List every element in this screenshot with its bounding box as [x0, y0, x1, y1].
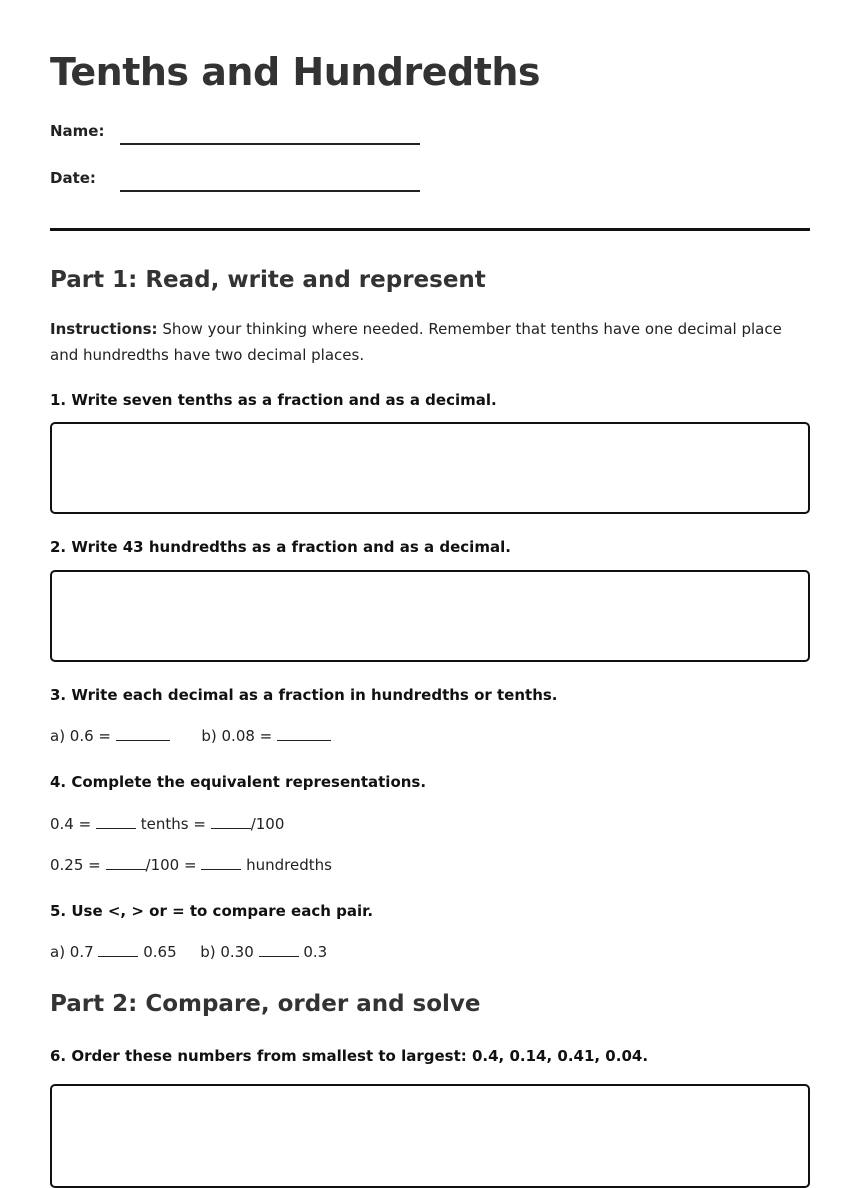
- q4-line2-blank-2[interactable]: [201, 857, 241, 870]
- question-4-line-2: [50, 856, 332, 874]
- q4-line1-end: /100: [250, 815, 285, 833]
- header-divider: [50, 228, 810, 231]
- question-2: 2. Write 43 hundredths as a fraction and as a decimal.: [50, 538, 511, 556]
- date-field-line[interactable]: [120, 190, 420, 192]
- question-5: 5. Use <, > or = to compare each pair.: [50, 902, 374, 920]
- answer-box-6[interactable]: [50, 1084, 810, 1188]
- q3a-blank[interactable]: [116, 728, 170, 741]
- q4-line1-blank-2[interactable]: [211, 816, 251, 829]
- worksheet-title: Tenths and Hundredths: [50, 50, 541, 94]
- q5a-blank[interactable]: [98, 944, 138, 957]
- q5a-right: 0.65: [143, 943, 177, 961]
- question-3: 3. Write each decimal as a fraction in hundredths or tenths.: [50, 686, 558, 704]
- q4-line1-start: 0.4 =: [50, 815, 92, 833]
- part2-heading: Part 2: Compare, order and solve: [50, 991, 481, 1017]
- question-6: 6. Order these numbers from smallest to largest: 0.4, 0.14, 0.41, 0.04.: [50, 1047, 649, 1065]
- q4-line1-blank-1[interactable]: [96, 816, 136, 829]
- q4-line2-start: 0.25 =: [50, 856, 101, 874]
- q4-line1-middle: tenths =: [140, 815, 206, 833]
- question-5-parts: [50, 943, 327, 961]
- name-label: Name:: [50, 122, 105, 140]
- instructions: [50, 316, 790, 368]
- q4-line2-end: hundredths: [246, 856, 332, 874]
- instructions-label: Instructions:: [50, 320, 158, 338]
- q3b-blank[interactable]: [277, 728, 331, 741]
- q4-line2-middle: /100 =: [145, 856, 197, 874]
- q3a-prompt: a) 0.6 =: [50, 727, 112, 745]
- answer-box-1[interactable]: [50, 422, 810, 514]
- instructions-text: Show your thinking where needed. Remember that tenths have one decimal place and hundredths have two decimal places.: [50, 320, 782, 364]
- question-1: 1. Write seven tenths as a fraction and as a decimal.: [50, 391, 497, 409]
- name-field-line[interactable]: [120, 143, 420, 145]
- question-4: 4. Complete the equivalent representations.: [50, 773, 427, 791]
- date-label: Date:: [50, 169, 96, 187]
- answer-box-2[interactable]: [50, 570, 810, 662]
- q5b-left: b) 0.30: [200, 943, 254, 961]
- q4-line2-blank-1[interactable]: [106, 857, 146, 870]
- q5a-left: a) 0.7: [50, 943, 94, 961]
- question-3-parts: [50, 727, 331, 745]
- question-4-line-1: [50, 815, 284, 833]
- q5b-right: 0.3: [303, 943, 328, 961]
- q5b-blank[interactable]: [259, 944, 299, 957]
- q3b-prompt: b) 0.08 =: [201, 727, 273, 745]
- part1-heading: Part 1: Read, write and represent: [50, 267, 486, 293]
